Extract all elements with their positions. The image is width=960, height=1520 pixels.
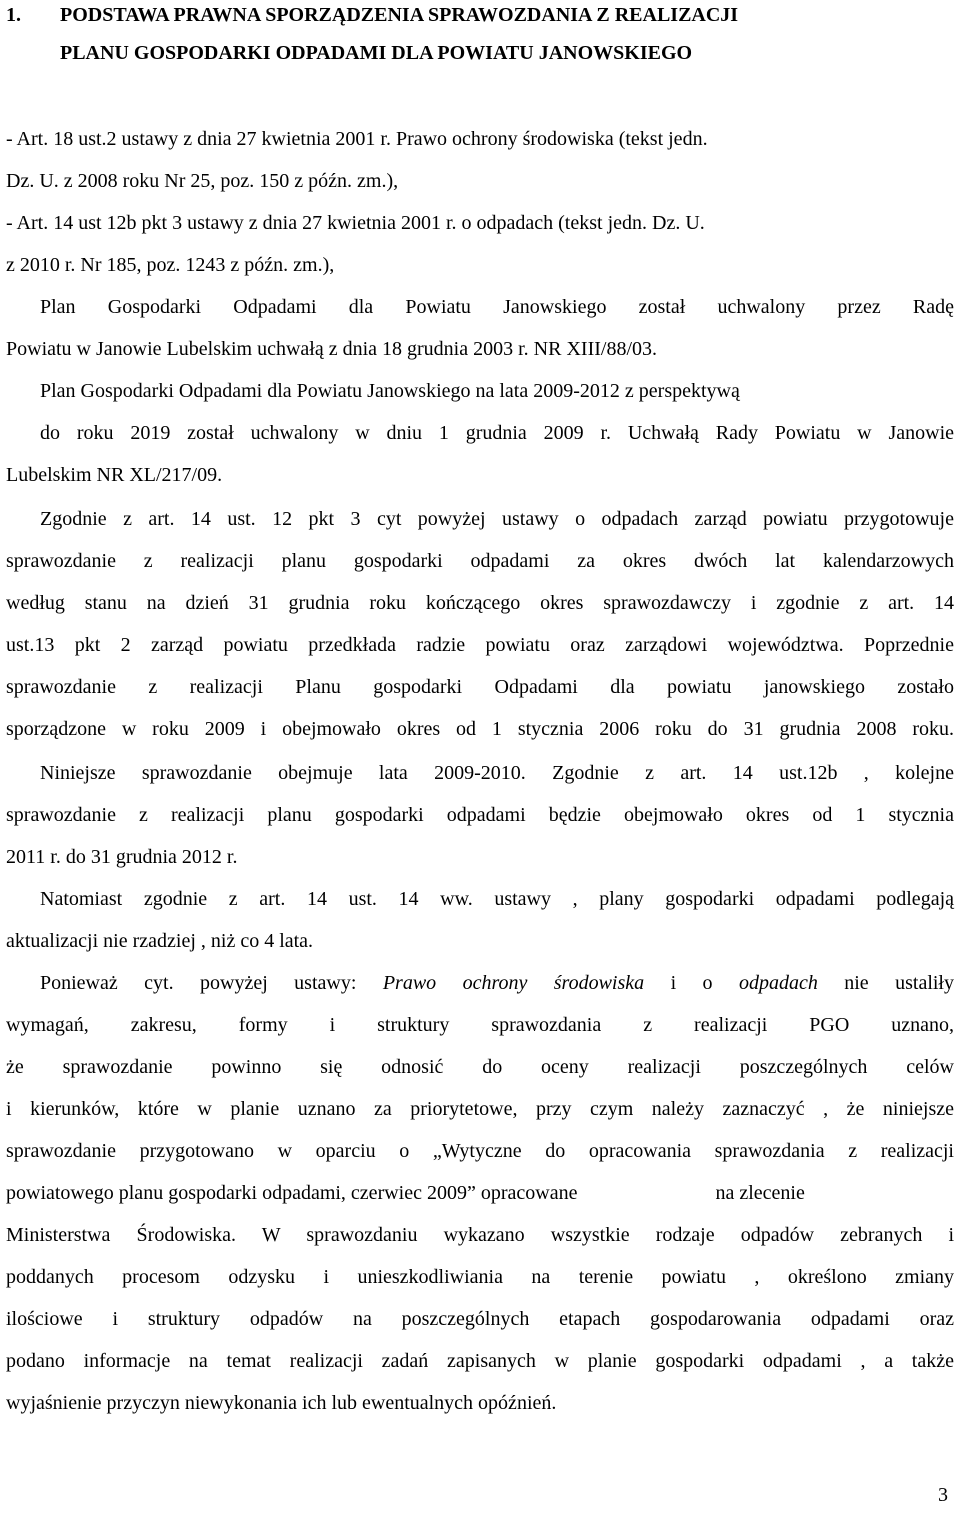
para-zgodnie-line-5: sprawozdanie z realizacji Planu gospodarki Odpadami dla powiatu janowskiego zostało	[6, 676, 954, 698]
plan-2009-line-3: Lubelskim NR XL/217/09.	[6, 464, 223, 486]
para-poniewaz-line-9: ilościowe i struktury odpadów na poszczególnych etapach gospodarowania odpadami oraz	[6, 1308, 954, 1330]
para-zgodnie-line-3: według stanu na dzień 31 grudnia roku kończącego okres sprawozdawczy i zgodnie z art. 14	[6, 592, 954, 614]
plan-2009-line-1: Plan Gospodarki Odpadami dla Powiatu Janowskiego na lata 2009-2012 z perspektywą	[40, 380, 740, 402]
para-zgodnie-line-4: ust.13 pkt 2 zarząd powiatu przedkłada radzie powiatu oraz zarządowi województwa. Poprzednie	[6, 634, 954, 656]
legal-basis-line-1: - Art. 18 ust.2 ustawy z dnia 27 kwietnia 2001 r. Prawo ochrony środowiska (tekst jedn.	[6, 128, 708, 150]
para-poniewaz-line-11: wyjaśnienie przyczyn niewykonania ich lub ewentualnych opóźnień.	[6, 1392, 557, 1414]
para-poniewaz-line-6	[0, 1181, 960, 1205]
para-natomiast-line-2: aktualizacji nie rzadziej , niż co 4 lata.	[6, 930, 314, 952]
plan-2003-line-1: Plan Gospodarki Odpadami dla Powiatu Janowskiego został uchwalony przez Radę	[40, 296, 954, 318]
para-poniewaz-line-3: że sprawozdanie powinno się odnosić do oceny realizacji poszczególnych celów	[6, 1056, 954, 1078]
para-zgodnie-line-6: sporządzone w roku 2009 i obejmowało okres od 1 stycznia 2006 roku do 31 grudnia 2008 roku.	[6, 718, 954, 740]
para-zgodnie-line-1: Zgodnie z art. 14 ust. 12 pkt 3 cyt powyżej ustawy o odpadach zarząd powiatu przygotowuje	[40, 508, 954, 530]
poniewaz-text-a: Ponieważ cyt. powyżej ustawy:	[40, 972, 383, 994]
plan-2003-line-2: Powiatu w Janowie Lubelskim uchwałą z dnia 18 grudnia 2003 r. NR XIII/88/03.	[6, 338, 657, 360]
heading-number: 1.	[6, 4, 21, 26]
section-heading	[0, 0, 960, 70]
para-poniewaz-line-7: Ministerstwa Środowiska. W sprawozdaniu wykazano wszystkie rodzaje odpadów zebranych i	[6, 1224, 954, 1246]
para-poniewaz-line-2: wymagań, zakresu, formy i struktury sprawozdania z realizacji PGO uznano,	[6, 1014, 954, 1036]
para-niniejsze-line-2: sprawozdanie z realizacji planu gospodarki odpadami będzie obejmowało okres od 1 stycznia	[6, 804, 954, 826]
plan-2009-line-2: do roku 2019 został uchwalony w dniu 1 grudnia 2009 r. Uchwałą Rady Powiatu w Janowie	[40, 422, 954, 444]
poniewaz-italic-law: Prawo ochrony środowiska	[382, 972, 645, 994]
para-natomiast-line-1: Natomiast zgodnie z art. 14 ust. 14 ww. ustawy , plany gospodarki odpadami podlegają	[40, 888, 954, 910]
para-niniejsze-line-1: Niniejsze sprawozdanie obejmuje lata 2009-2010. Zgodnie z art. 14 ust.12b , kolejne	[40, 762, 954, 784]
page-number: 3	[938, 1484, 948, 1506]
para-poniewaz-line-10: podano informacje na temat realizacji zadań zapisanych w planie gospodarki odpadami , a także	[6, 1350, 954, 1372]
poniewaz-text-b: i o	[644, 972, 739, 994]
poniewaz-line-6-b: na zlecenie	[715, 1182, 805, 1204]
poniewaz-text-c: nie ustaliły	[817, 972, 954, 994]
para-poniewaz-line-1	[0, 971, 960, 995]
para-poniewaz-line-5: sprawozdanie przygotowano w oparciu o „Wytyczne do opracowania sprawozdania z realizacji	[6, 1140, 954, 1162]
para-zgodnie-line-2: sprawozdanie z realizacji planu gospodarki odpadami za okres dwóch lat kalendarzowych	[6, 550, 954, 572]
heading-text-1: PODSTAWA PRAWNA SPORZĄDZENIA SPRAWOZDANIA Z REALIZACJI	[60, 4, 739, 26]
para-niniejsze-line-3: 2011 r. do 31 grudnia 2012 r.	[6, 846, 238, 868]
poniewaz-italic-waste: odpadach	[738, 972, 818, 994]
para-poniewaz-line-4: i kierunków, które w planie uznano za priorytetowe, przy czym należy zaznaczyć , że niniejsze	[6, 1098, 954, 1120]
para-poniewaz-line-8: poddanych procesom odzysku i unieszkodliwiania na terenie powiatu , określono zmiany	[6, 1266, 954, 1288]
heading-text-2: PLANU GOSPODARKI ODPADAMI DLA POWIATU JANOWSKIEGO	[60, 42, 693, 64]
legal-basis-line-3: - Art. 14 ust 12b pkt 3 ustawy z dnia 27 kwietnia 2001 r. o odpadach (tekst jedn. Dz. U.	[6, 212, 705, 234]
legal-basis-line-4: z 2010 r. Nr 185, poz. 1243 z późn. zm.),	[6, 254, 335, 276]
legal-basis-line-2: Dz. U. z 2008 roku Nr 25, poz. 150 z późn. zm.),	[6, 170, 399, 192]
poniewaz-line-6-a: powiatowego planu gospodarki odpadami, czerwiec 2009” opracowane	[6, 1182, 578, 1204]
